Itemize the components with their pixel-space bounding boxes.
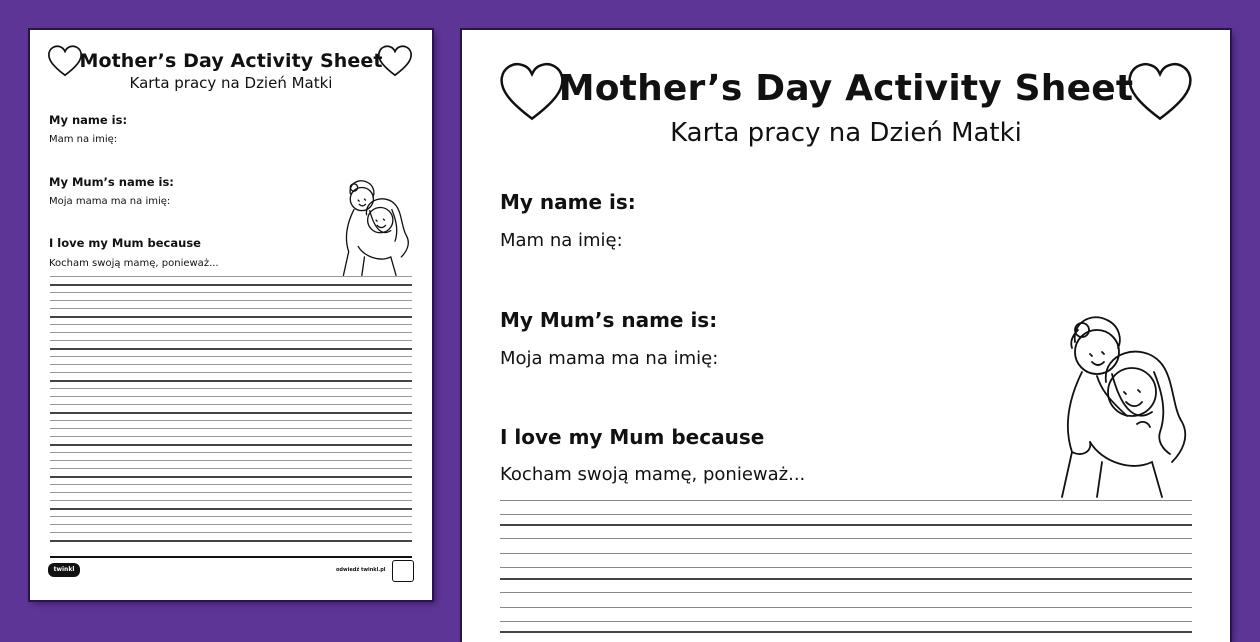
field-label-name: My name is: [49, 113, 128, 127]
field-sub-mum-name: Moja mama ma na imię: [49, 196, 171, 207]
field-label-mum-name: My Mum’s name is: [49, 175, 174, 189]
field-label-name: My name is: [500, 190, 636, 214]
footer-url: odwiedź twinkl.pl [336, 567, 386, 573]
sheet-title: Mother’s Day Activity Sheet [79, 50, 383, 72]
field-sub-name: Mam na imię: [49, 134, 118, 145]
sheet-subtitle: Karta pracy na Dzień Matki [129, 74, 333, 92]
footer-divider [50, 556, 412, 558]
field-sub-name: Mam na imię: [500, 230, 623, 251]
activity-sheet-preview [462, 30, 1230, 642]
mother-child-illustration [330, 178, 420, 278]
sheet-title: Mother’s Day Activity Sheet [558, 68, 1134, 109]
field-label-love: I love my Mum because [500, 425, 765, 449]
field-sub-love: Kocham swoją mamę, ponieważ... [49, 258, 219, 269]
sheet-subtitle: Karta pracy na Dzień Matki [670, 118, 1022, 148]
twinkl-logo: twinkl [48, 563, 80, 577]
field-sub-love: Kocham swoją mamę, ponieważ... [500, 464, 806, 485]
field-label-love: I love my Mum because [49, 236, 201, 250]
field-label-mum-name: My Mum’s name is: [500, 308, 718, 332]
activity-sheet-thumbnail [30, 30, 432, 600]
mother-child-illustration [1042, 312, 1202, 502]
field-sub-mum-name: Moja mama ma na imię: [500, 348, 719, 369]
quality-badge-icon [392, 560, 414, 582]
